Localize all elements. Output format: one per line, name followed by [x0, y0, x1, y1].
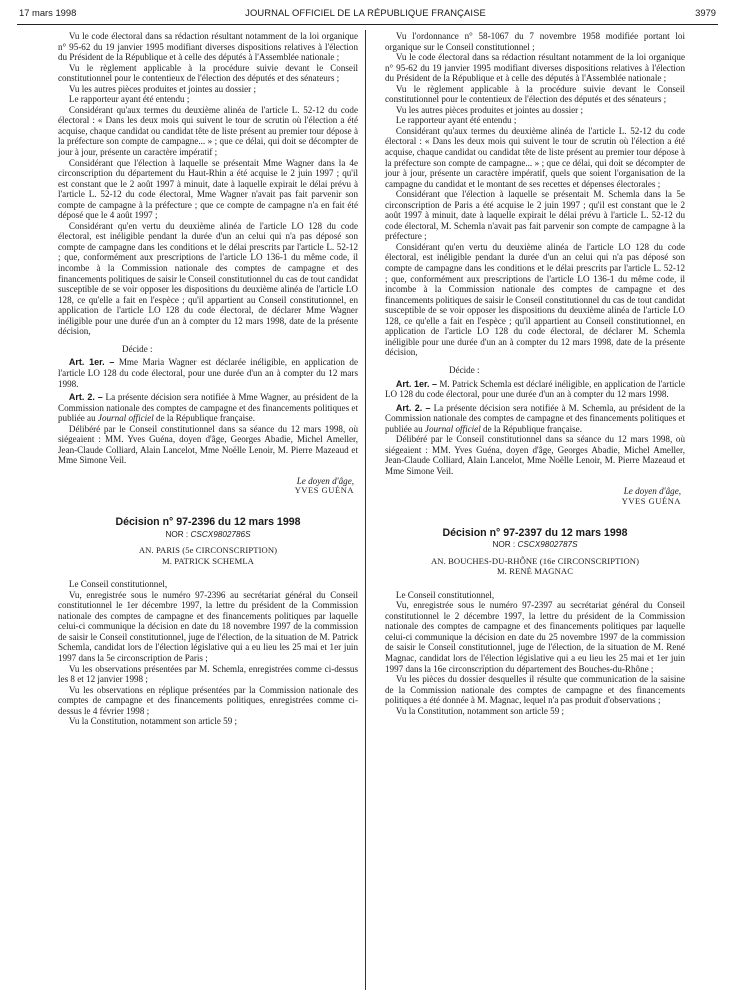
article-label: Art. 1er. –	[395, 378, 438, 389]
decide-heading: Décide :	[449, 364, 480, 375]
signature-name: YVES GUÉNA	[294, 486, 354, 496]
decide-heading: Décide :	[122, 343, 153, 354]
header-rule	[17, 24, 718, 25]
candidate-name: M. RENÉ MAGNAC	[496, 566, 574, 577]
header-date: 17 mars 1998	[19, 7, 77, 18]
paragraph: Le Conseil constitutionnel,	[395, 589, 495, 600]
page-header	[0, 0, 731, 30]
paragraph: Vu le code électoral dans sa rédaction résultant notamment de la loi organique n° 95-62 du 19 janvier 1995 modifiant diverses dispositions relatives à l'élection du Président de la République et à celle des députés à l'Assemblée nationale ;	[58, 31, 358, 63]
paragraph: Vu la Constitution, notamment son article 59 ;	[68, 716, 238, 727]
paragraph: Vu les observations en réplique présentées par la Commission nationale des comptes de campagne et des financements politiques, enregistrées comme ci-dessus le 4 février 1998 ;	[58, 684, 358, 716]
column-divider	[365, 30, 366, 990]
paragraph: Vu la Constitution, notamment son article 59 ;	[395, 705, 565, 716]
nor-label: NOR :	[492, 540, 516, 550]
nor-code: CSCX9802787S	[517, 540, 578, 550]
paragraph: Vu l'ordonnance n° 58-1067 du 7 novembre 1958 modifiée portant loi organique sur le Conseil constitutionnel ;	[385, 31, 685, 52]
header-page-number: 3979	[695, 7, 716, 18]
paragraph: Considérant qu'aux termes du deuxième alinéa de l'article L. 52-12 du code électoral : « Dans les deux mois qui suivent le tour de scrutin où l'élection a été acquise, chaque candidat ou candidat tête de liste présent au premier tour dépose à la préfecture son compte de campagne... » ; que ce délai, qui doit se décompter de jour à jour, présente un caractère impératif ;	[58, 104, 358, 158]
article-text: M. Patrick Schemla est déclaré inéligible, en application de l'article LO 128 du code électoral, pour une durée d'un an à compter du 12 mars 1998.	[385, 378, 685, 400]
nor-reference	[58, 530, 358, 541]
article-2	[385, 403, 685, 435]
decision-title: Décision n° 97-2396 du 12 mars 1998	[115, 515, 301, 528]
paragraph: Le rapporteur ayant été entendu ;	[68, 94, 190, 105]
paragraph: Le rapporteur ayant été entendu ;	[395, 115, 517, 126]
paragraph: Considérant qu'aux termes du deuxième alinéa de l'article L. 52-12 du code électoral : « Dans les deux mois qui suivent le tour de scrutin où l'élection a été acquise, chaque candidat ou candidat tête de liste présent au premier tour dépose à la préfecture son compte de campagne... » ; que ce délai, qui doit se décompter de jour à jour, présente un caractère impératif, quels que soient l'organisation de la campagne du candidat et le montant de ses recettes et dépenses électorales ;	[385, 125, 685, 189]
paragraph: Vu les autres pièces produites et jointes au dossier ;	[68, 83, 256, 94]
paragraph: Considérant qu'en vertu du deuxième alinéa de l'article LO 128 du code électoral, est inéligible pendant la durée d'un an celui qui n'a pas déposé son compte de campagne dans les conditions et le délai prescrits par l'article L. 52-12 ; que, conformément aux prescriptions de l'article LO 136-1 du même code, il incombe à la Commission nationale des comptes de campagne et des financements politiques de saisir le Conseil constitutionnel du cas de tout candidat susceptible de se voir opposer les dispositions du deuxième alinéa de l'article LO 128, ce qu'elle a fait en l'espèce ; qu'il appartient au Conseil constitutionnel, en application de l'article LO 128 du code électoral, de déclarer Mme Wagner inéligible pour une durée d'un an à compter du 12 mars 1998, date de la présente décision,	[58, 220, 358, 337]
spacer	[385, 508, 685, 522]
deliberation: Délibéré par le Conseil constitutionnel dans sa séance du 12 mars 1998, où siégeaient : MM. Yves Guéna, doyen d'âge, Georges Abadie, Michel Ameller, Jean-Claude Colliard, Alain Lancelot, Mme Noëlle Lenoir, M. Pierre Mazeaud et Mme Simone Veil.	[58, 423, 358, 466]
journal-officiel-ref: Journal officiel	[424, 423, 481, 434]
nor-reference	[385, 540, 685, 551]
circonscription: AN. PARIS (5e CIRCONSCRIPTION)	[138, 545, 278, 556]
paragraph: Vu le règlement applicable à la procédure suivie devant le Conseil constitutionnel pour le contentieux de l'élection des députés et des sénateurs ;	[58, 62, 358, 84]
article-1	[385, 379, 685, 400]
paragraph: Considérant que l'élection à laquelle se présentait M. Schemla dans la 5e circonscription de Paris a été acquise le 2 juin 1997 ; qu'il est constant que le 2 août 1997 à minuit, date à laquelle expirait le délai prévu à l'article L. 52-12 du code électoral, M. Schemla n'avait pas fait parvenir son compte de campagne à la préfecture ;	[385, 189, 685, 242]
article-text: de la République française.	[156, 413, 255, 424]
paragraph: Vu, enregistrée sous le numéro 97-2396 au secrétariat général du Conseil constitutionnel le 1er décembre 1997, la lettre du président de la Commission nationale des comptes de campagne et des financements politiques par laquelle celui-ci communique la décision en date du 18 novembre 1997 de la commission de saisir le Conseil constitutionnel, juge de l'élection, de la situation de M. Patrick Schemla, candidat lors de l'élection législative qui a eu lieu les 25 mai et 1er juin 1997 dans la 5e circonscription de Paris ;	[58, 589, 358, 663]
candidate-name: M. PATRICK SCHEMLA	[162, 555, 254, 566]
signature-role: Le doyen d'âge,	[296, 475, 354, 486]
article-label: Art. 2. –	[68, 392, 103, 403]
article-text: Mme Maria Wagner est déclarée inéligible, en application de l'article LO 128 du code électoral, pour une durée d'un an à compter du 12 mars 1998.	[58, 357, 358, 389]
signature-role: Le doyen d'âge,	[623, 486, 681, 497]
paragraph: Vu les pièces du dossier desquelles il résulte que communication de la saisine de la Commission nationale des comptes de campagne et des financements politiques a été donnée à M. Magnac, lequel n'a pas produit d'observations ;	[385, 674, 685, 706]
journal-officiel-ref: Journal officiel	[97, 413, 154, 424]
circonscription: AN. BOUCHES-DU-RHÔNE (16e CIRCONSCRIPTION)	[430, 555, 640, 566]
article-label: Art. 2. –	[395, 402, 431, 413]
article-text: La présente décision sera notifiée à M. Schemla, au président de la Commission nationale des comptes de campagne et des financements politiques et publiée au	[385, 402, 685, 434]
article-text: de la République française.	[483, 423, 582, 434]
article-label: Art. 1er. –	[68, 357, 115, 368]
deliberation: Délibéré par le Conseil constitutionnel dans sa séance du 12 mars 1998, où siégeaient : MM. Yves Guéna, doyen d'âge, Georges Abadie, Michel Ameller, Jean-Claude Colliard, Alain Lancelot, Mme Noëlle Lenoir, M. Pierre Mazeaud et Mme Simone Veil.	[385, 434, 685, 476]
spacer	[58, 497, 358, 511]
paragraph: Vu les observations présentées par M. Schemla, enregistrées comme ci-dessus les 8 et 12 janvier 1998 ;	[58, 663, 358, 685]
left-column	[58, 31, 358, 727]
decision-title: Décision n° 97-2397 du 12 mars 1998	[442, 526, 628, 539]
signature-name: YVES GUÉNA	[621, 496, 681, 506]
header-journal-title: JOURNAL OFFICIEL DE LA RÉPUBLIQUE FRANÇAISE	[245, 7, 486, 18]
article-1	[58, 357, 358, 389]
paragraph: Considérant que l'élection à laquelle se présentait Mme Wagner dans la 4e circonscription du département du Haut-Rhin a été acquise le 2 juin 1997 ; qu'il est constant que le 2 août 1997 à minuit, date à laquelle expirait le délai prévu à l'article L. 52-12 du code électoral, Mme Wagner n'avait pas fait parvenir son compte de campagne à la préfecture ; que ce compte de campagne n'a en fait été déposé que le 4 août 1997 ;	[58, 157, 358, 221]
right-column	[385, 31, 685, 716]
paragraph: Vu les autres pièces produites et jointes au dossier ;	[395, 104, 583, 115]
article-2	[58, 392, 358, 424]
paragraph: Vu, enregistrée sous le numéro 97-2397 au secrétariat général du Conseil constitutionnel le 2 décembre 1997, la lettre du président de la Commission nationale des comptes de campagne et des financements politiques par laquelle celui-ci communique la décision en date du 25 novembre 1997 de la commission de saisir le Conseil constitutionnel, juge de l'élection, de la situation de M. René Magnac, candidat lors de l'élection législative qui a eu lieu les 25 mai et 1er juin 1997 dans la 16e circonscription du département des Bouches-du-Rhône ;	[385, 600, 685, 674]
article-text: La présente décision sera notifiée à Mme Wagner, au président de la Commission nationale des comptes de campagne et des financements politiques et publiée au	[58, 392, 359, 424]
paragraph: Considérant qu'en vertu du deuxième alinéa de l'article LO 128 du code électoral, est inéligible pendant la durée d'un an celui qui n'a pas déposé son compte de campagne dans les conditions et le délai prescrits par l'article L. 52-12 ; que, conformément aux prescriptions de l'article LO 136-1 du même code, il incombe à la Commission nationale des comptes de campagne et des financements politiques de saisir le Conseil constitutionnel du cas de tout candidat susceptible de se voir opposer les dispositions du deuxième alinéa de l'article LO 128, ce qu'elle a fait en l'espèce ; qu'il appartient au Conseil constitutionnel, en application de l'article LO 128 du code électoral, de déclarer M. Schemla inéligible pour une durée d'un an à compter du 12 mars 1998, date de la présente décision,	[385, 241, 685, 358]
nor-code: CSCX9802786S	[190, 529, 251, 539]
paragraph: Le Conseil constitutionnel,	[68, 579, 168, 590]
paragraph: Vu le code électoral dans sa rédaction résultant notamment de la loi organique n° 95-62 du 19 janvier 1995 modifiant diverses dispositions relatives à l'élection du Président de la République et à celle des députés à l'Assemblée nationale ;	[385, 52, 685, 84]
nor-label: NOR :	[165, 529, 189, 539]
paragraph: Vu le règlement applicable à la procédure suivie devant le Conseil constitutionnel pour le contentieux de l'élection des députés et des sénateurs ;	[385, 83, 685, 105]
